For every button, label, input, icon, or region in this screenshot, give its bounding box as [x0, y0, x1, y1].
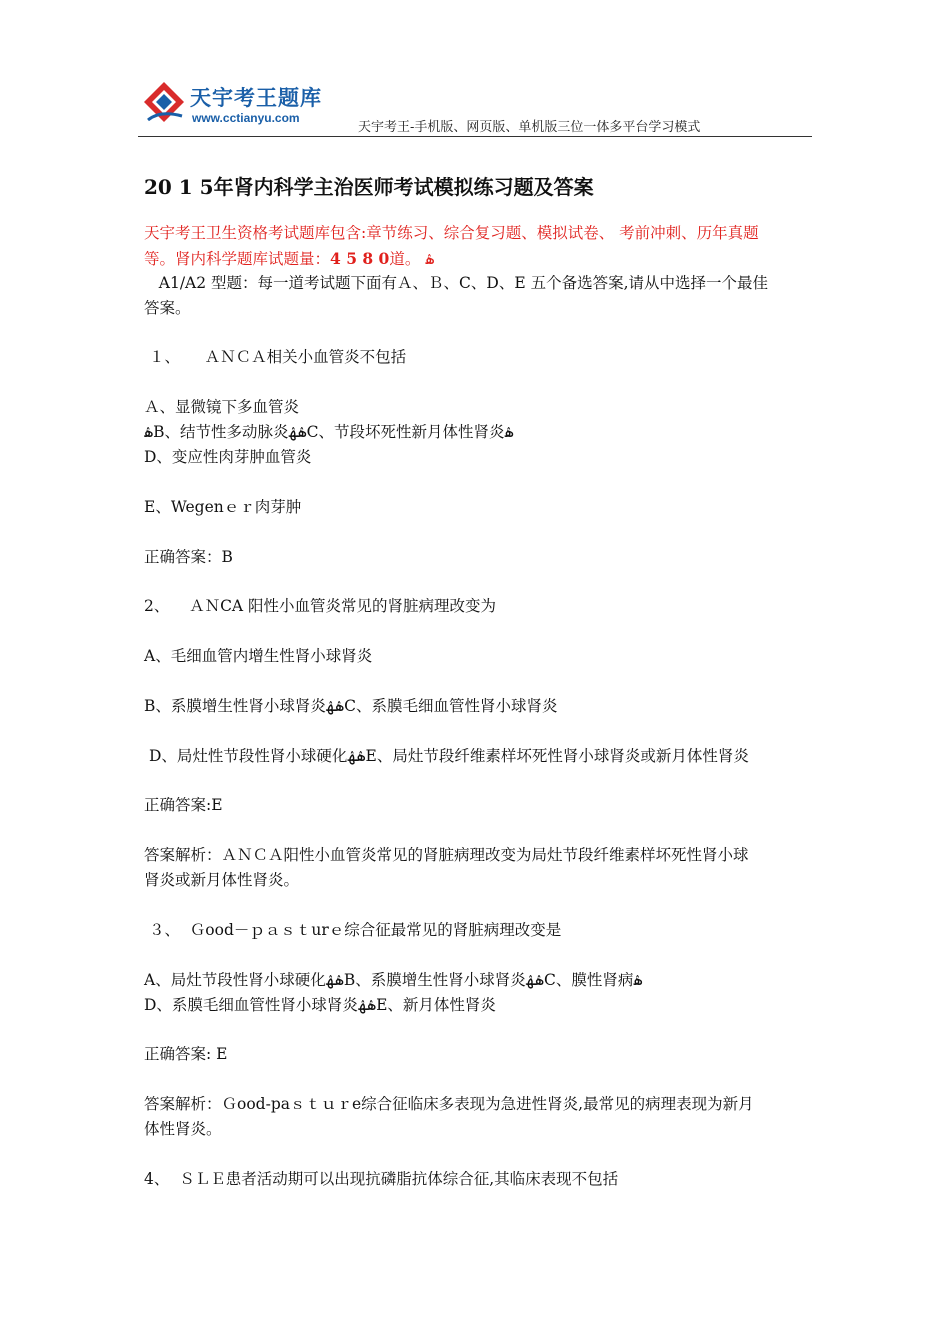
page-header [138, 78, 812, 137]
question-2-option-bc: B、系膜增生性肾小球肾炎ۿۿC、系膜毛细血管性肾小球肾炎 [144, 697, 558, 715]
question-3-analysis-line-2: 体性肾炎。 [144, 1120, 222, 1138]
intro-line-2 [144, 246, 816, 272]
question-1-option-e: E、Wegenｅｒ肉芽肿 [144, 498, 302, 516]
question-2-answer: 正确答案:E [144, 796, 223, 814]
question-4-stem: 4、 ＳＬＥ患者活动期可以出现抗磷脂抗体综合征,其临床表现不包括 [144, 1170, 619, 1188]
question-1-option-bc: ۿB、结节性多动脉炎ۿۿC、节段坏死性新月体性肾炎ۿ [144, 423, 514, 441]
instructions-line-1: A1/A2 型题：每一道考试题下面有Ａ、Ｂ、C、D、E 五个备选答案,请从中选择一个最佳 [144, 274, 768, 292]
question-1-option-a: Ａ、显微镜下多血管炎 [144, 398, 300, 416]
question-1-option-d: D、变应性肉芽肿血管炎 [144, 448, 312, 466]
logo-url: www.cctianyu.com [192, 111, 300, 125]
document-title: 20 1 5年肾内科学主治医师考试模拟练习题及答案 [144, 175, 594, 199]
intro-line-1: 天宇考王卫生资格考试题库包含:章节练习、综合复习题、模拟试卷、 考前冲刺、历年真题 [144, 224, 759, 242]
logo-text: 天宇考王题库 [190, 86, 322, 110]
question-2-analysis-line-2: 肾炎或新月体性肾炎。 [144, 871, 300, 889]
question-3-stem: ３、 Ｇood－ｐａｓｔurｅ综合征最常见的肾脏病理改变是 [144, 921, 562, 939]
question-3-analysis-line-1: 答案解析：Ｇood-paｓｔｕｒe综合征临床多表现为急进性肾炎,最常见的病理表现为新月 [144, 1095, 754, 1113]
question-3-options-line-2: D、系膜毛细血管性肾小球肾炎ۿۿE、新月体性肾炎 [144, 996, 496, 1014]
question-2-option-a: A、毛细血管内增生性肾小球肾炎 [144, 647, 373, 665]
question-1-answer: 正确答案：B [144, 548, 233, 566]
header-tagline: 天宇考王-手机版、网页版、单机版三位一体多平台学习模式 [358, 120, 701, 135]
intro-line-2-suffix: 道。 ۿ [389, 250, 435, 268]
question-count: 4 5 8 0 [330, 249, 390, 268]
question-3-answer: 正确答案: E [144, 1045, 228, 1063]
intro-paragraph [144, 221, 816, 272]
question-1-stem: １、 ＡＮＣＡ相关小血管炎不包括 [144, 348, 407, 366]
logo-icon [142, 80, 186, 128]
question-2-stem: 2、 ＡＮCA 阳性小血管炎常见的肾脏病理改变为 [144, 597, 497, 615]
question-2-analysis-line-1: 答案解析：ＡＮＣＡ阳性小血管炎常见的肾脏病理改变为局灶节段纤维素样坏死性肾小球 [144, 846, 749, 864]
logo [142, 78, 342, 132]
question-3-options-line-1: A、局灶节段性肾小球硬化ۿۿB、系膜增生性肾小球肾炎ۿۿC、膜性肾病ۿ [144, 971, 643, 989]
intro-line-2-prefix: 等。肾内科学题库试题量： [144, 250, 331, 268]
question-2-option-de: D、局灶性节段性肾小球硬化ۿۿE、局灶节段纤维素样坏死性肾小球肾炎或新月体性肾炎 [144, 747, 749, 765]
instructions-line-2: 答案。 [144, 299, 191, 317]
